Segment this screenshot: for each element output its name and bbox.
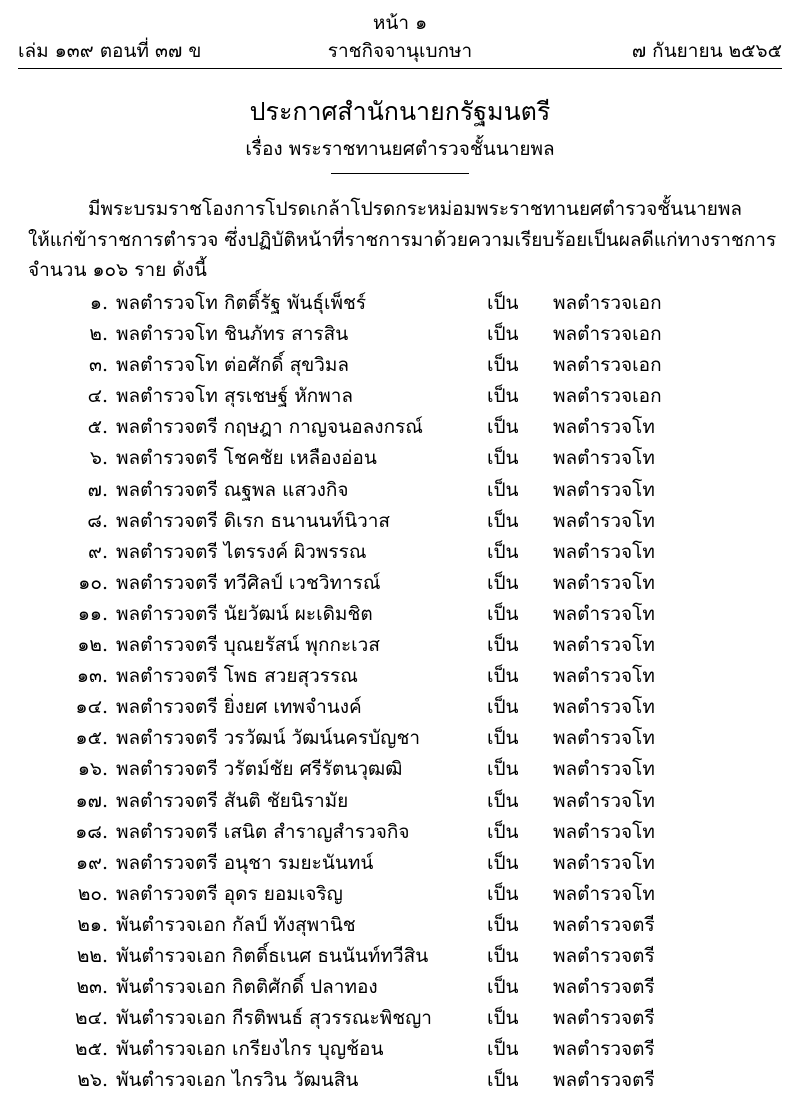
promotion-verb: เป็น xyxy=(487,385,519,408)
entry-number: ๑๙. xyxy=(75,851,108,874)
promotion-verb: เป็น xyxy=(487,944,519,967)
promotion-verb: เป็น xyxy=(487,540,519,563)
officer-name: พลตำรวจตรี ยิ่งยศ เทพจำนงค์ xyxy=(116,696,362,719)
new-rank: พลตำรวจโท xyxy=(553,509,655,532)
new-rank: พลตำรวจโท xyxy=(553,447,655,470)
promotion-verb: เป็น xyxy=(487,509,519,532)
new-rank: พลตำรวจโท xyxy=(553,727,655,750)
entry-number: ๓. xyxy=(88,354,108,377)
officer-name: พลตำรวจตรี นัยวัฒน์ ผะเดิมชิต xyxy=(116,602,373,625)
promotion-verb: เป็น xyxy=(487,1007,519,1030)
new-rank: พลตำรวจตรี xyxy=(553,1069,655,1092)
entry-number: ๒๓. xyxy=(76,976,108,999)
promotion-verb: เป็น xyxy=(487,292,519,314)
entry-number: ๒๐. xyxy=(77,882,108,905)
entry-number: ๑๐. xyxy=(78,571,108,594)
promotion-verb: เป็น xyxy=(487,789,519,812)
officer-name: พลตำรวจตรี วรัตม์ชัย ศรีรัตนวุฒฒิ xyxy=(116,758,403,781)
new-rank: พลตำรวจตรี xyxy=(553,913,655,936)
entry-number: ๖. xyxy=(89,447,108,470)
list-item xyxy=(0,537,800,568)
body-line: ให้แก่ข้าราชการตำรวจ ซึ่งปฏิบัติหน้าที่ราชการมาด้วยความเรียบร้อยเป็นผลดีแก่ทางราชการ xyxy=(28,228,777,251)
new-rank: พลตำรวจโท xyxy=(553,540,655,563)
entry-number: ๘. xyxy=(87,509,108,532)
new-rank: พลตำรวจเอก xyxy=(553,323,662,346)
officer-name: พันตำรวจเอก กีรติพนธ์ สุวรรณะพิชญา xyxy=(116,1007,432,1030)
new-rank: พลตำรวจโท xyxy=(553,602,655,625)
entry-number: ๒๖. xyxy=(77,1069,108,1092)
promotion-verb: เป็น xyxy=(487,323,519,346)
new-rank: พลตำรวจเอก xyxy=(553,385,662,408)
volume-issue: เล่ม ๑๓๙ ตอนที่ ๓๗ ข xyxy=(18,40,202,62)
new-rank: พลตำรวจโท xyxy=(553,882,655,905)
new-rank: พลตำรวจตรี xyxy=(553,944,655,967)
entry-number: ๒๒. xyxy=(76,944,108,967)
entry-number: ๙. xyxy=(88,540,108,563)
list-item xyxy=(0,848,800,879)
list-item xyxy=(0,506,800,537)
list-item xyxy=(0,568,800,599)
promotion-verb: เป็น xyxy=(487,1038,519,1061)
list-item xyxy=(0,630,800,661)
promotion-verb: เป็น xyxy=(487,727,519,750)
entry-number: ๑๓. xyxy=(76,665,108,688)
list-item xyxy=(0,412,800,443)
list-item xyxy=(0,319,800,350)
gazette-header xyxy=(18,36,782,66)
new-rank: พลตำรวจเอก xyxy=(553,292,662,314)
officer-name: พลตำรวจตรี วรวัฒน์ วัฒน์นครบัญชา xyxy=(116,727,421,750)
promotion-verb: เป็น xyxy=(487,634,519,657)
promotion-verb: เป็น xyxy=(487,665,519,688)
officer-name: พลตำรวจตรี ทวีศิลป์ เวชวิทารณ์ xyxy=(116,571,381,594)
promotion-verb: เป็น xyxy=(487,602,519,625)
entry-number: ๑๑. xyxy=(77,602,108,625)
announcement-subject: เรื่อง พระราชทานยศตำรวจชั้นนายพล xyxy=(245,138,555,160)
entry-number: ๗. xyxy=(87,478,108,501)
entry-number: ๒. xyxy=(89,323,108,346)
list-item xyxy=(0,754,800,785)
list-item xyxy=(0,817,800,848)
promotion-verb: เป็น xyxy=(487,478,519,501)
new-rank: พลตำรวจโท xyxy=(553,820,655,843)
new-rank: พลตำรวจตรี xyxy=(553,1007,655,1030)
body-line: จำนวน ๑๐๖ ราย ดังนี้ xyxy=(28,259,207,281)
entry-number: ๑๒. xyxy=(77,634,108,657)
officer-name: พลตำรวจตรี อุดร ยอมเจริญ xyxy=(116,882,343,905)
officer-name: พลตำรวจตรี ไตรรงค์ ผิวพรรณ xyxy=(116,540,367,563)
entry-number: ๑๕. xyxy=(75,727,108,750)
list-item xyxy=(0,1034,800,1065)
officer-name: พลตำรวจโท ชินภัทร สารสิน xyxy=(116,323,349,346)
promotion-verb: เป็น xyxy=(487,571,519,594)
list-item xyxy=(0,350,800,381)
new-rank: พลตำรวจเอก xyxy=(553,354,662,377)
officer-name: พันตำรวจเอก กัลป์ ทังสุพานิช xyxy=(116,913,356,936)
new-rank: พลตำรวจโท xyxy=(553,416,655,439)
promotion-verb: เป็น xyxy=(487,354,519,377)
officer-name: พันตำรวจเอก ไกรวิน วัฒนสิน xyxy=(116,1069,359,1092)
officer-name: พลตำรวจโท กิตติ์รัฐ พันธุ์เพ็ชร์ xyxy=(116,292,367,314)
officer-name: พันตำรวจเอก เกรียงไกร บุญช้อน xyxy=(116,1038,384,1061)
entry-number: ๑๗. xyxy=(75,789,108,812)
new-rank: พลตำรวจโท xyxy=(553,571,655,594)
announcement-title: ประกาศสำนักนายกรัฐมนตรี xyxy=(249,97,551,126)
list-item xyxy=(0,381,800,412)
officer-name: พลตำรวจตรี กฤษฎา กาญจนอลงกรณ์ xyxy=(116,416,423,439)
new-rank: พลตำรวจโท xyxy=(553,696,655,719)
list-item xyxy=(0,599,800,630)
list-item xyxy=(0,910,800,941)
new-rank: พลตำรวจตรี xyxy=(553,976,655,999)
new-rank: พลตำรวจตรี xyxy=(553,1038,655,1061)
officer-name: พลตำรวจโท สุรเชษฐ์ หักพาล xyxy=(116,385,354,408)
page-number: หน้า ๑ xyxy=(372,12,428,34)
promotion-verb: เป็น xyxy=(487,416,519,439)
entry-number: ๑. xyxy=(89,292,108,314)
list-item xyxy=(0,786,800,817)
officer-name: พันตำรวจเอก กิตติศักดิ์ ปลาทอง xyxy=(116,976,378,999)
officer-name: พลตำรวจตรี ณฐพล แสวงกิจ xyxy=(116,478,349,501)
announcement-body xyxy=(28,194,777,286)
list-item xyxy=(0,692,800,723)
promotion-list xyxy=(0,288,800,1096)
promotion-verb: เป็น xyxy=(487,758,519,781)
subject-underline xyxy=(331,173,469,174)
list-item xyxy=(0,1003,800,1034)
promotion-verb: เป็น xyxy=(487,976,519,999)
publication-name: ราชกิจจานุเบกษา xyxy=(327,40,473,62)
promotion-verb: เป็น xyxy=(487,851,519,874)
list-item xyxy=(0,661,800,692)
list-item xyxy=(0,443,800,474)
entry-number: ๕. xyxy=(87,416,108,439)
entry-number: ๒๕. xyxy=(75,1038,108,1061)
new-rank: พลตำรวจโท xyxy=(553,758,655,781)
officer-name: พลตำรวจตรี สันติ ชัยนิรามัย xyxy=(116,789,349,812)
list-item xyxy=(0,723,800,754)
list-item xyxy=(0,879,800,910)
list-item xyxy=(0,288,800,319)
new-rank: พลตำรวจโท xyxy=(553,789,655,812)
promotion-verb: เป็น xyxy=(487,1069,519,1092)
officer-name: พลตำรวจตรี อนุชา รมยะนันทน์ xyxy=(116,851,374,874)
list-item xyxy=(0,941,800,972)
officer-name: พลตำรวจตรี บุณยรัสน์ พุกกะเวส xyxy=(116,634,380,657)
list-item xyxy=(0,475,800,506)
entry-number: ๑๔. xyxy=(75,696,108,719)
body-line: มีพระบรมราชโองการโปรดเกล้าโปรดกระหม่อมพระราชทานยศตำรวจชั้นนายพล xyxy=(88,198,743,220)
new-rank: พลตำรวจโท xyxy=(553,851,655,874)
entry-number: ๔. xyxy=(87,385,108,408)
header-rule xyxy=(18,68,782,69)
new-rank: พลตำรวจโท xyxy=(553,478,655,501)
officer-name: พลตำรวจตรี โพธ สวยสุวรรณ xyxy=(116,665,358,688)
officer-name: พลตำรวจตรี โชคชัย เหลืองอ่อน xyxy=(116,447,377,470)
new-rank: พลตำรวจโท xyxy=(553,665,655,688)
list-item xyxy=(0,972,800,1003)
officer-name: พลตำรวจตรี เสนิต สำราญสำรวจกิจ xyxy=(116,820,410,843)
officer-name: พันตำรวจเอก กิตติ์ธเนศ ธนนันท์ทวีสิน xyxy=(116,944,429,967)
officer-name: พลตำรวจโท ต่อศักดิ์ สุขวิมล xyxy=(116,354,350,377)
publication-date: ๗ กันยายน ๒๕๖๕ xyxy=(631,40,782,62)
entry-number: ๒๔. xyxy=(75,1007,108,1030)
entry-number: ๑๘. xyxy=(75,820,108,843)
entry-number: ๒๑. xyxy=(77,913,108,936)
new-rank: พลตำรวจโท xyxy=(553,634,655,657)
promotion-verb: เป็น xyxy=(487,820,519,843)
promotion-verb: เป็น xyxy=(487,913,519,936)
officer-name: พลตำรวจตรี ดิเรก ธนานนท์นิวาส xyxy=(116,509,391,532)
promotion-verb: เป็น xyxy=(487,882,519,905)
list-item xyxy=(0,1065,800,1096)
entry-number: ๑๖. xyxy=(77,758,108,781)
promotion-verb: เป็น xyxy=(487,696,519,719)
promotion-verb: เป็น xyxy=(487,447,519,470)
